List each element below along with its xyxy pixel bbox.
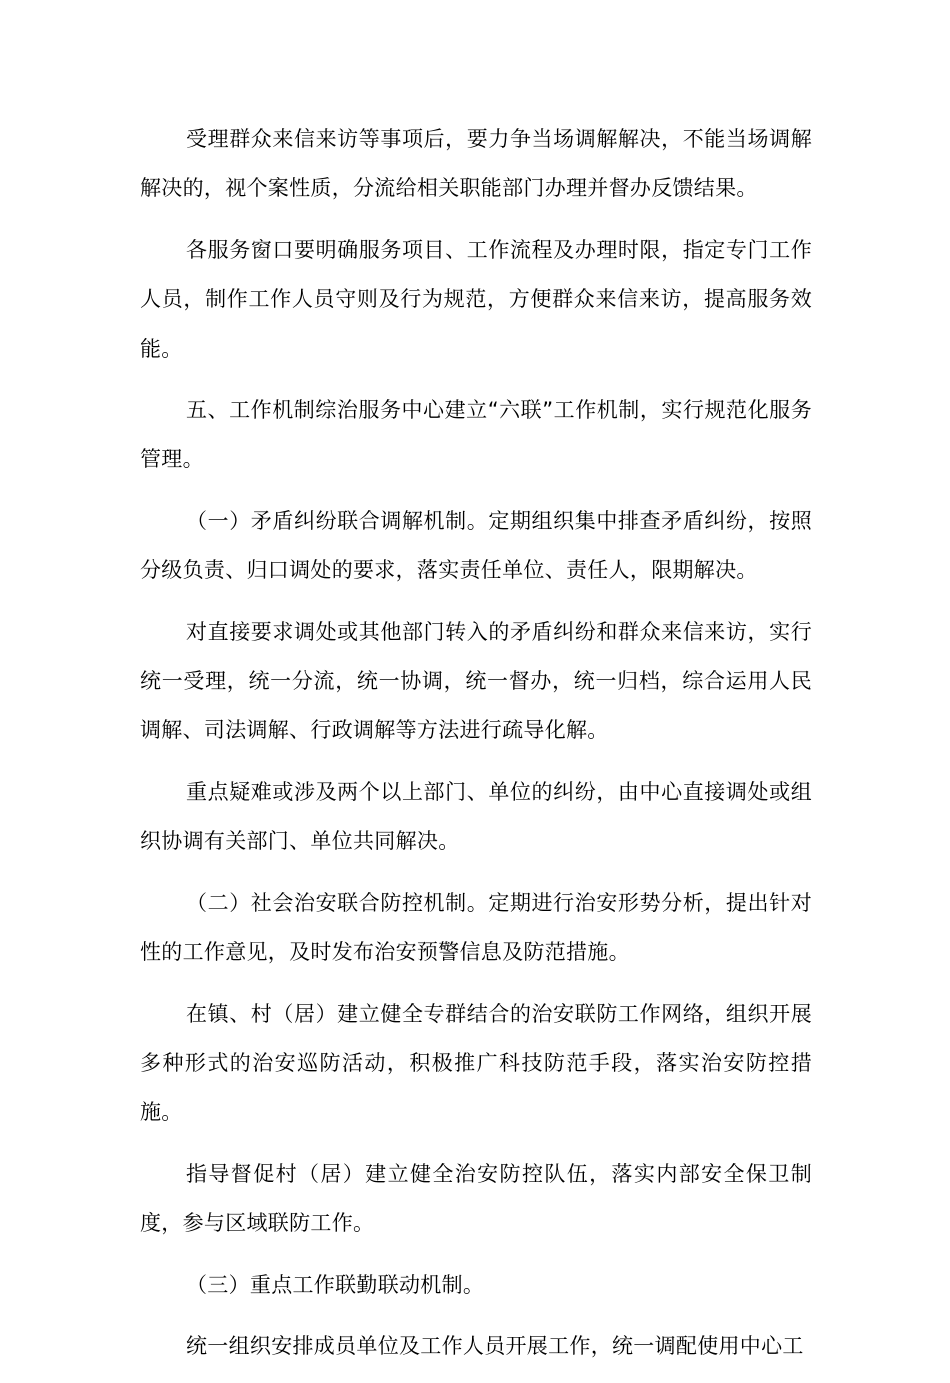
paragraph-11: 统一组织安排成员单位及工作人员开展工作，统一调配使用中心工	[186, 1333, 804, 1358]
paragraph-8: 在镇、村（居）建立健全专群结合的治安联防工作网络，组织开展多种形式的治安巡防活动，积极推广科技防范手段，落实治安防控措施。	[140, 1001, 812, 1125]
subsection-2-paragraph: （二）社会治安联合防控机制。定期进行治安形势分析，提出针对性的工作意见，及时发布治安预警信息及防范措施。	[140, 890, 812, 965]
section-heading-5: 五、工作机制综治服务中心建立“六联”工作机制，实行规范化服务管理。	[140, 398, 812, 472]
subsection-1-paragraph: （一）矛盾纠纷联合调解机制。定期组织集中排查矛盾纠纷，按照分级负责、归口调处的要求，落实责任单位、责任人，限期解决。	[140, 508, 812, 583]
paragraph-9: 指导督促村（居）建立健全治安防控队伍，落实内部安全保卫制度，参与区域联防工作。	[140, 1161, 812, 1236]
paragraph-5: 对直接要求调处或其他部门转入的矛盾纠纷和群众来信来访，实行统一受理，统一分流，统一协调，统一督办，统一归档，综合运用人民调解、司法调解、行政调解等方法进行疏导化解。	[140, 619, 812, 743]
paragraph-1: 受理群众来信来访等事项后，要力争当场调解解决，不能当场调解解决的，视个案性质，分流给相关职能部门办理并督办反馈结果。	[140, 127, 812, 201]
paragraph-2: 各服务窗口要明确服务项目、工作流程及办理时限，指定专门工作人员，制作工作人员守则及行为规范，方便群众来信来访，提高服务效能。	[140, 237, 812, 361]
document-body	[140, 115, 812, 1383]
paragraph-6: 重点疑难或涉及两个以上部门、单位的纠纷，由中心直接调处或组织协调有关部门、单位共同解决。	[140, 779, 812, 854]
subsection-3-heading: （三）重点工作联勤联动机制。	[186, 1272, 485, 1297]
